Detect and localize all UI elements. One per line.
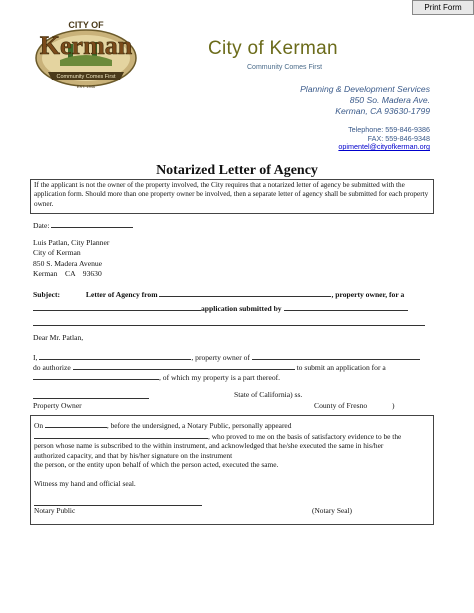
application-field[interactable]: [33, 372, 159, 380]
owner-field[interactable]: [39, 352, 191, 360]
dept-name: Planning & Development Services: [300, 84, 430, 94]
authorization-line-2: do authorize to submit an application for a: [33, 363, 386, 372]
subject-line-3[interactable]: [33, 325, 425, 326]
print-form-button[interactable]: Print Form: [412, 0, 474, 15]
subject-label: Subject:: [33, 290, 60, 299]
date-field[interactable]: [51, 220, 133, 228]
date-label: Date:: [33, 221, 50, 230]
tagline: Community Comes First: [247, 64, 323, 71]
notary-box: On , before the undersigned, a Notary Public, personally appeared , who proved to me on the basis of satisfactory evidence to be the person whose name is subscribed to the within instrument, and acknowledged that he/she executed the same in his/her authorized capacity, and that by his/her signature on the instrument the person, or the entity upon behalf of which the person acted, executed the same. Witness my hand and official seal. Notary Public (Notary Seal): [30, 415, 434, 525]
county-paren: ): [392, 401, 395, 410]
applicant-name-field[interactable]: [284, 303, 408, 311]
owner-name-field[interactable]: [159, 289, 331, 297]
appeared-name-field[interactable]: [34, 431, 208, 439]
contact-info: [338, 126, 430, 152]
property-field[interactable]: [252, 352, 420, 360]
state-line: State of California) ss.: [234, 390, 303, 399]
notary-date-field[interactable]: [45, 420, 107, 428]
logo-name: Kerman: [39, 31, 133, 60]
city-title: City of Kerman: [208, 38, 338, 59]
logo-banner: Community Comes First: [56, 74, 116, 80]
witness-text: Witness my hand and official seal.: [34, 478, 136, 488]
authorization-line-1: I, , property owner of: [33, 352, 420, 363]
intro-box: If the applicant is not the owner of the property involved, the City requires that a notarized letter of agency be submitted with the application form. Should more than one property owner be involved, then a separate letter of agency shall be submitted for each property owner.: [30, 179, 434, 214]
city-logo: [30, 14, 142, 92]
agent-field[interactable]: [73, 362, 295, 370]
notary-public-label: Notary Public: [34, 505, 76, 515]
logo-top-text: CITY OF: [68, 20, 104, 30]
date-row: [33, 220, 133, 231]
subject-line: Subject: Letter of Agency from , property owner, for a: [33, 290, 405, 299]
fax: FAX: 559-846-9348: [367, 133, 430, 143]
logo-est: EST. 1946: [76, 84, 96, 89]
subject-line-2: application submitted by: [33, 303, 408, 314]
county-label: County of Fresno: [314, 401, 368, 410]
owner-signature-line[interactable]: [33, 398, 149, 399]
salutation: Dear Mr. Patlan,: [33, 333, 84, 342]
application-type-field[interactable]: [33, 303, 201, 311]
email-link[interactable]: opimentel@cityofkerman.org: [338, 142, 430, 152]
notary-seal-label: (Notary Seal): [312, 505, 353, 515]
dept-street: 850 So. Madera Ave.: [349, 95, 430, 106]
telephone: Telephone: 559-846-9386: [348, 125, 430, 134]
authorization-line-3: , of which my property is a part thereof.: [33, 372, 280, 383]
recipient-address: Luis Patlan, City Planner City of Kerman 850 S. Madera Avenue Kerman CA 93630: [33, 238, 110, 279]
dept-city: Kerman, CA 93630-1799: [335, 106, 430, 117]
property-owner-label: Property Owner: [33, 401, 82, 410]
department-address: [300, 84, 430, 118]
document-title: Notarized Letter of Agency: [156, 163, 318, 178]
